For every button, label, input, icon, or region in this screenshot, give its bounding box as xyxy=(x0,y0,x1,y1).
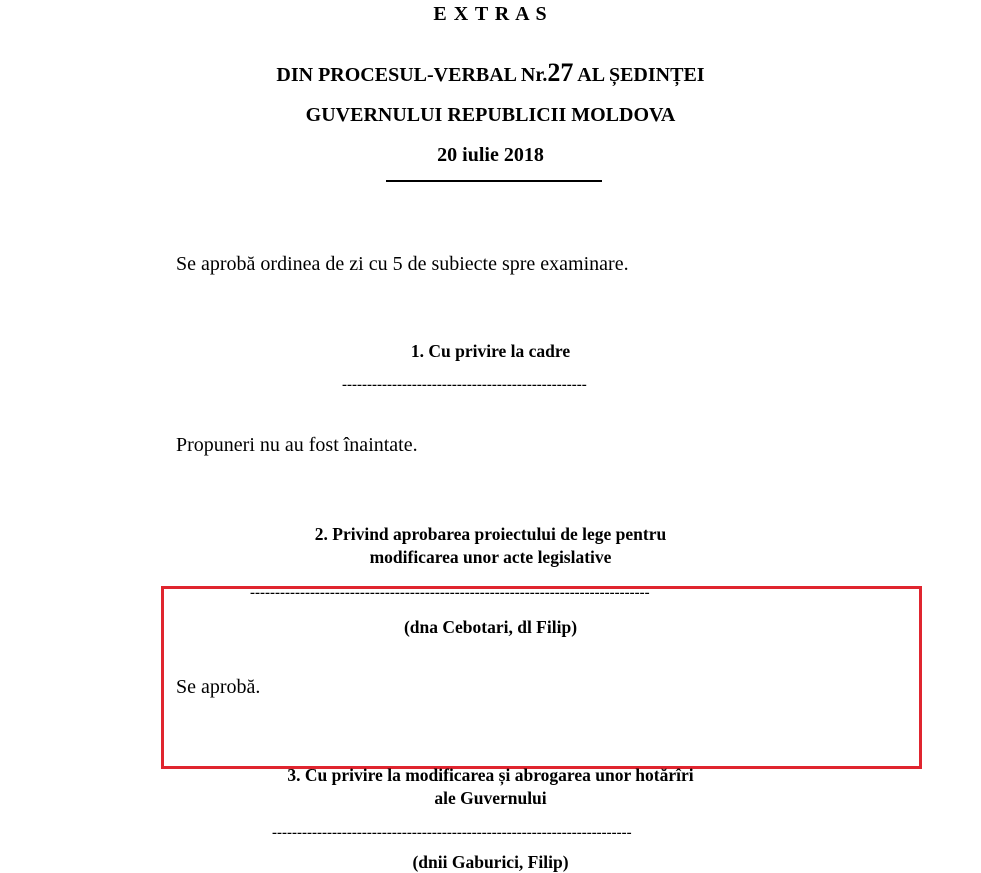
government-title: GUVERNULUI REPUBLICII MOLDOVA xyxy=(305,104,676,126)
section-2-heading-line-2: modificarea unor acte legislative xyxy=(369,547,612,567)
section-2-body: Se aprobă. xyxy=(176,676,261,698)
section-3-heading-line-1: 3. Cu privire la modificarea și abrogarea unor hotărîri xyxy=(287,765,694,785)
agenda-text: Se aprobă ordinea de zi cu 5 de subiecte spre examinare. xyxy=(176,253,629,275)
session-date: 20 iulie 2018 xyxy=(437,144,544,166)
section-2-heading-line-1: 2. Privind aprobarea proiectului de lege pentru xyxy=(314,524,667,544)
title-suffix: AL ȘEDINȚEI xyxy=(573,64,705,86)
section-1-separator: ------------------------------------------------- xyxy=(342,378,587,392)
section-3-speakers: (dnii Gaburici, Filip) xyxy=(412,852,569,872)
section-3-heading-line-2: ale Guvernului xyxy=(434,788,547,808)
proces-verbal-number: 27 xyxy=(547,58,574,87)
section-1-heading: 1. Cu privire la cadre xyxy=(410,341,571,361)
title-prefix: DIN PROCESUL-VERBAL Nr. xyxy=(276,64,548,86)
proces-verbal-title xyxy=(0,58,981,88)
section-1-body: Propuneri nu au fost înaintate. xyxy=(176,434,418,456)
header-rule xyxy=(386,180,602,182)
highlight-box xyxy=(161,586,922,769)
section-2-speakers: (dna Cebotari, dl Filip) xyxy=(403,617,578,637)
section-3-separator: ------------------------------------------------------------------------ xyxy=(272,826,632,840)
section-2-separator: -------------------------------------------------------------------------------- xyxy=(250,586,650,600)
extras-title: E X T R A S xyxy=(433,3,548,25)
